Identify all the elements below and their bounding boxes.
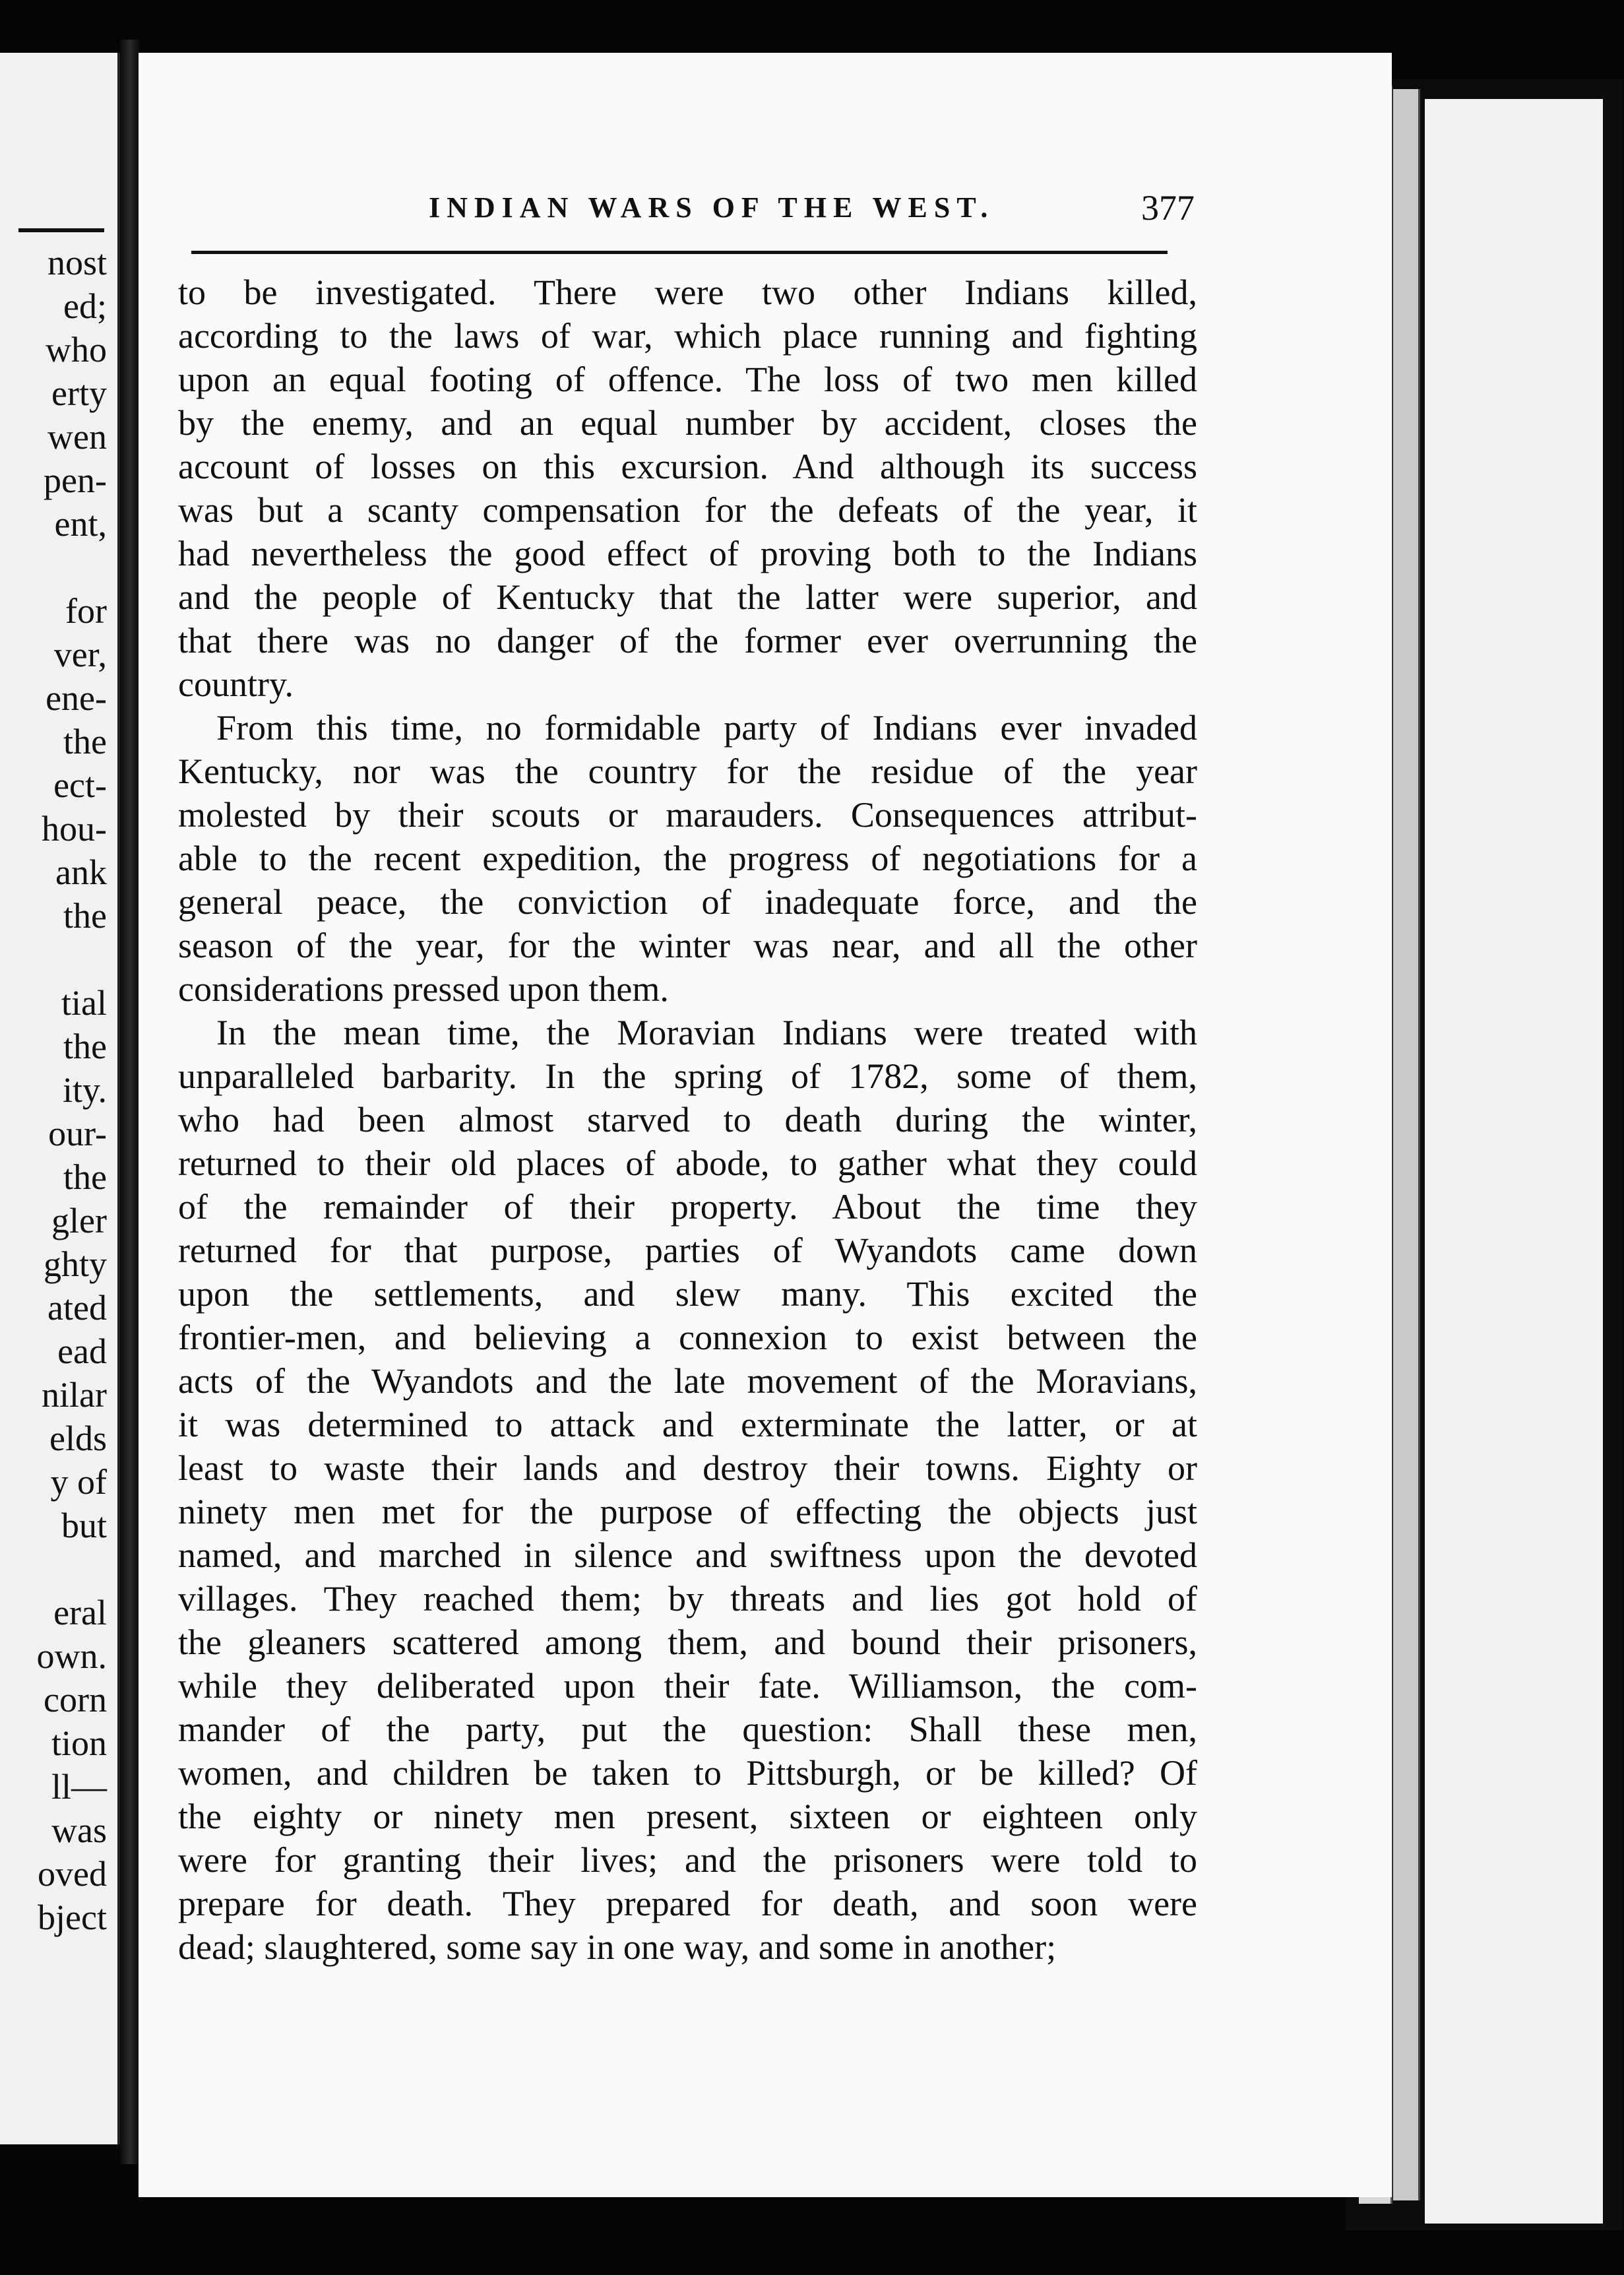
text-line: From this time, no formidable party of Indians ever invaded: [216, 708, 1197, 748]
facing-page-fragment: nilar: [42, 1375, 107, 1415]
text-line: upon the settlements, and slew many. This excited the: [178, 1274, 1197, 1314]
text-line: according to the laws of war, which place running and fighting: [178, 316, 1197, 356]
facing-page-fragment: the: [63, 1027, 107, 1066]
facing-page-fragment: for: [65, 591, 107, 631]
facing-page-fragment: was: [51, 1810, 107, 1850]
facing-page-fragment: nost: [47, 243, 107, 282]
text-line: Kentucky, nor was the country for the residue of the year: [178, 752, 1197, 791]
facing-page-fragment: our-: [48, 1114, 107, 1153]
text-line: returned for that purpose, parties of Wyandots came down: [178, 1231, 1197, 1270]
back-page-edge: [1425, 99, 1603, 2224]
text-line: In the mean time, the Moravian Indians were treated with: [216, 1013, 1197, 1052]
text-line: country.: [178, 664, 294, 704]
text-line: account of losses on this excursion. And although its success: [178, 447, 1197, 486]
text-line: upon an equal footing of offence. The loss of two men killed: [178, 360, 1197, 399]
facing-page-fragment: but: [61, 1506, 107, 1545]
facing-page-fragment: gler: [51, 1201, 107, 1240]
facing-page-fragment: who: [46, 330, 107, 369]
text-line: mander of the party, put the question: Shall these men,: [178, 1710, 1197, 1749]
facing-page-fragment: ank: [55, 852, 107, 892]
facing-page-fragment: pen-: [44, 461, 107, 500]
facing-page-fragment: ed;: [63, 286, 107, 326]
text-line: least to waste their lands and destroy their towns. Eighty or: [178, 1448, 1197, 1488]
facing-page-fragment: erty: [51, 373, 107, 413]
text-line: and the people of Kentucky that the latter were superior, and: [178, 577, 1197, 617]
facing-page-fragment: ead: [57, 1331, 107, 1371]
book-page: [139, 53, 1392, 2197]
facing-page-fragment: elds: [49, 1419, 107, 1458]
facing-page-fragment: tion: [51, 1723, 107, 1763]
text-line: ninety men met for the purpose of effecting the objects just: [178, 1492, 1197, 1531]
paragraph: [178, 1011, 1197, 1969]
facing-page-fragment: ll—: [51, 1767, 107, 1807]
running-head: [139, 178, 1392, 238]
text-line: able to the recent expedition, the progress of negotiations for a: [178, 839, 1197, 878]
paragraph: [178, 271, 1197, 706]
facing-page-fragment: ene-: [46, 678, 107, 718]
text-line: acts of the Wyandots and the late movement of the Moravians,: [178, 1361, 1197, 1401]
text-line: was but a scanty compensation for the defeats of the year, it: [178, 490, 1197, 530]
text-line: returned to their old places of abode, to gather what they could: [178, 1143, 1197, 1183]
text-line: villages. They reached them; by threats and lies got hold of: [178, 1579, 1197, 1618]
facing-page-fragment: the: [63, 1157, 107, 1197]
facing-page-fragment: ent,: [54, 504, 107, 544]
text-line: had nevertheless the good effect of proving both to the Indians: [178, 534, 1197, 573]
facing-page-fragment: ity.: [63, 1070, 107, 1110]
facing-page-fragment: ated: [47, 1288, 107, 1328]
facing-page-fragment: hou-: [42, 809, 107, 849]
facing-page-fragment: eral: [53, 1593, 107, 1632]
text-line: to be investigated. There were two other Indians killed,: [178, 272, 1197, 312]
text-line: general peace, the conviction of inadequate force, and the: [178, 882, 1197, 922]
running-head-title: INDIAN WARS OF THE WEST.: [429, 191, 995, 224]
header-rule: [191, 251, 1168, 254]
text-line: were for granting their lives; and the prisoners were told to: [178, 1840, 1197, 1880]
facing-page-fragment: ver,: [53, 635, 107, 674]
text-line: dead; slaughtered, some say in one way, and some in another;: [178, 1927, 1057, 1967]
facing-page-fragment: oved: [38, 1854, 107, 1894]
text-line: considerations pressed upon them.: [178, 969, 669, 1009]
facing-page-fragment: corn: [44, 1680, 107, 1719]
facing-page-fragment: the: [63, 722, 107, 761]
text-line: frontier-men, and believing a connexion to exist between the: [178, 1318, 1197, 1357]
page-edge-strip: [1393, 89, 1420, 2200]
text-line: by the enemy, and an equal number by accident, closes the: [178, 403, 1197, 443]
facing-page-fragment: y of: [50, 1462, 107, 1502]
text-line: of the remainder of their property. About the time they: [178, 1187, 1197, 1227]
paragraph: [178, 706, 1197, 1011]
text-line: that there was no danger of the former ever overrunning the: [178, 621, 1197, 660]
facing-page-fragment: ghty: [43, 1244, 107, 1284]
text-line: molested by their scouts or marauders. Consequences attribut-: [178, 795, 1197, 835]
facing-page-fragment: tial: [61, 983, 107, 1023]
book-gutter: [120, 40, 140, 2164]
text-line: who had been almost starved to death during the winter,: [178, 1100, 1197, 1139]
text-line: season of the year, for the winter was near, and all the other: [178, 926, 1197, 965]
facing-page-fragment: wen: [47, 417, 107, 457]
text-line: it was determined to attack and exterminate the latter, or at: [178, 1405, 1197, 1444]
text-line: prepare for death. They prepared for death, and soon were: [178, 1884, 1197, 1923]
facing-page-fragment: bject: [38, 1898, 107, 1937]
body-text: [178, 271, 1197, 1969]
text-line: women, and children be taken to Pittsburgh, or be killed? Of: [178, 1753, 1197, 1793]
text-line: unparalleled barbarity. In the spring of 1782, some of them,: [178, 1056, 1197, 1096]
facing-page-head-rule: [18, 228, 104, 232]
page-number: 377: [1141, 188, 1195, 228]
text-line: the gleaners scattered among them, and bound their prisoners,: [178, 1622, 1197, 1662]
facing-page-fragment: the: [63, 896, 107, 936]
facing-page-left: [0, 53, 120, 2144]
text-line: the eighty or ninety men present, sixteen or eighteen only: [178, 1797, 1197, 1836]
facing-page-fragment: ect-: [53, 765, 107, 805]
text-line: named, and marched in silence and swiftness upon the devoted: [178, 1535, 1197, 1575]
facing-page-fragment: own.: [36, 1636, 107, 1676]
text-line: while they deliberated upon their fate. Williamson, the com-: [178, 1666, 1197, 1706]
